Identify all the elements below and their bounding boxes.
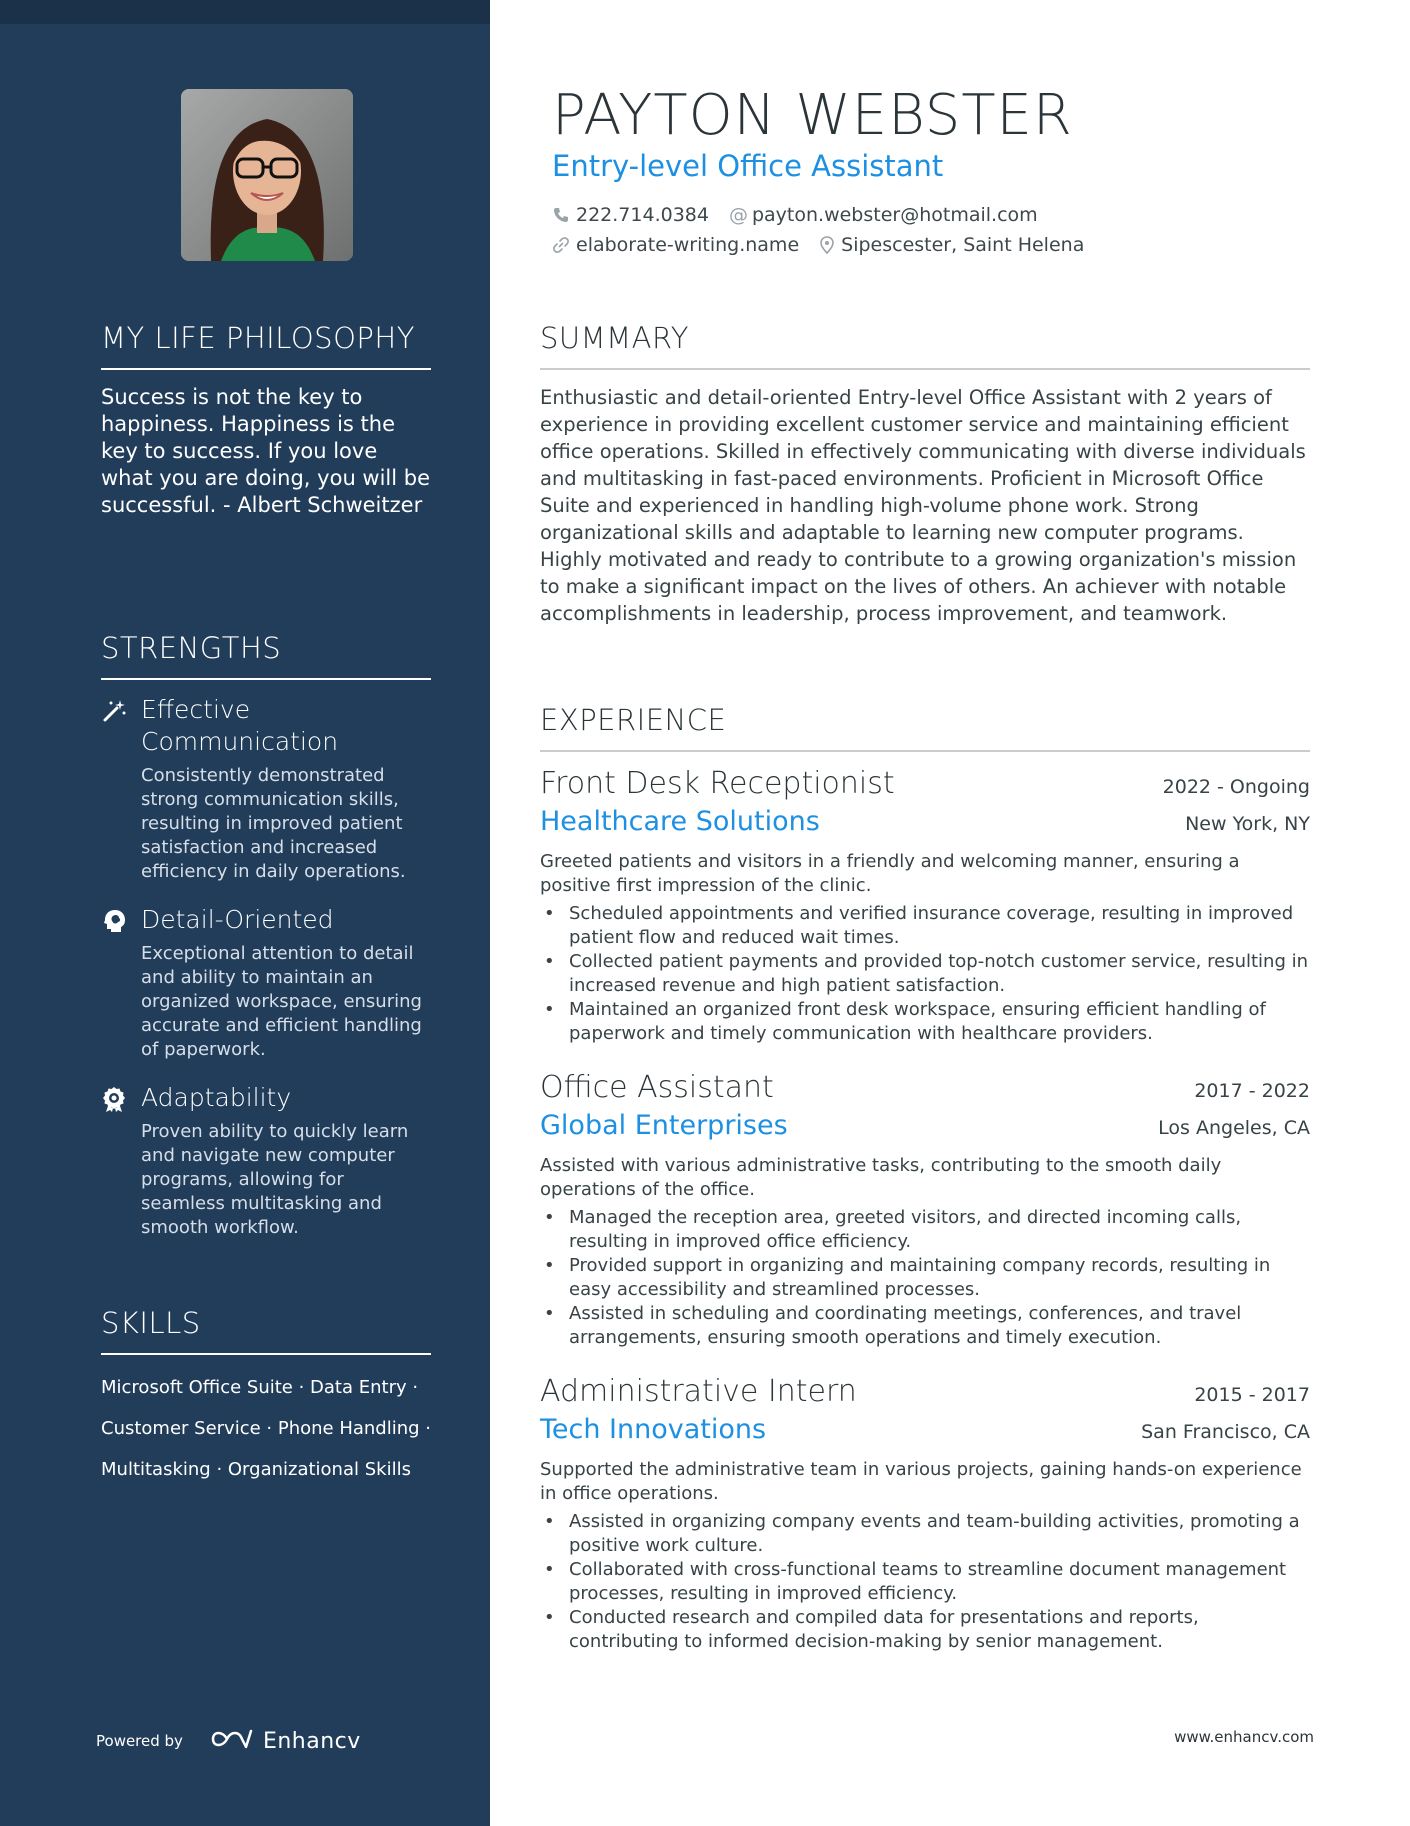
job-head [540,764,1310,804]
location-pin-icon [819,236,835,254]
skills-line: Multitasking · Organizational Skills [101,1459,411,1480]
job-location: San Francisco, CA [1141,1421,1310,1443]
at-icon: @ [728,204,748,226]
philosophy-heading: MY LIFE PHILOSOPHY [101,320,431,370]
job-head [540,1372,1310,1412]
job-bullet: • Provided support in organizing and maintaining company records, resulting in easy accessibility and streamlined processes. [540,1254,1310,1302]
strength-title: Detail-Oriented [141,905,334,934]
job-bullet: • Collaborated with cross-functional teams to streamline document management processes, resulting in improved efficiency. [540,1558,1310,1606]
job-dates: 2015 - 2017 [1194,1384,1310,1406]
job-title: Administrative Intern [540,1374,857,1409]
contact-location [819,234,1084,256]
strengths-section [101,630,431,1240]
sidebar-top-bar [0,0,490,24]
strength-item [101,904,431,1062]
job-location: Los Angeles, CA [1158,1117,1310,1139]
website-url[interactable]: elaborate-writing.name [576,234,800,256]
strength-description: Exceptional attention to detail and ability to maintain an organized workspace, ensuring accurate and efficient handling of paperwork. [141,943,422,1060]
job-description: Greeted patients and visitors in a friendly and welcoming manner, ensuring a positive first impression of the clinic. [540,851,1240,896]
footer-website-link[interactable]: www.enhancv.com [1174,1728,1314,1746]
contact-website[interactable] [552,234,799,256]
powered-by [96,1726,361,1756]
brain-head-icon [101,908,127,934]
job-bullet: • Assisted in organizing company events and team-building activities, promoting a positive work culture. [540,1510,1310,1558]
job-title: Front Desk Receptionist [540,766,895,801]
job-description: Assisted with various administrative tasks, contributing to the smooth daily operations of the office. [540,1155,1222,1200]
contact-phone [552,204,709,226]
summary-text: Enthusiastic and detail-oriented Entry-level Office Assistant with 2 years of experience in providing excellent customer service and maintaining efficient office operations. Skilled in effectively communicating with diverse individuals and multitasking in fast-paced environments. Proficient in Microsoft Office Suite and experienced in handling high-volume phone work. Strong organizational skills and adaptable to learning new computer programs. Highly motivated and ready to contribute to a growing organization's mission to make a significant impact on the lives of others. An achiever with notable accomplishments in leadership, process improvement, and teamwork. [540,386,1306,625]
job-entry [540,764,1310,1046]
skills-heading: SKILLS [101,1305,431,1355]
phone-icon [552,206,570,224]
job-bullets [540,1510,1310,1654]
candidate-title: Entry-level Office Assistant [552,149,944,183]
philosophy-quote: Success is not the key to happiness. Happiness is the key to success. If you love what you are doing, you will be successful. - Albert Schweitzer [101,385,431,517]
job-bullet: • Collected patient payments and provided top-notch customer service, resulting in increased revenue and high patient satisfaction. [540,950,1310,998]
experience-section [540,702,1310,1654]
strengths-heading: STRENGTHS [101,630,431,680]
job-bullet: • Maintained an organized front desk workspace, ensuring efficient handling of paperwork and timely communication with healthcare providers. [540,998,1310,1046]
summary-section [540,320,1310,627]
job-bullets [540,902,1310,1046]
strength-description: Consistently demonstrated strong communication skills, resulting in improved patient satisfaction and increased efficiency in daily operations. [141,765,406,882]
job-head [540,1412,1310,1448]
link-icon [552,236,570,254]
job-dates: 2017 - 2022 [1194,1080,1310,1102]
job-company: Healthcare Solutions [540,806,820,837]
job-dates: 2022 - Ongoing [1162,776,1310,798]
strength-title: Effective Communication [141,695,339,756]
experience-heading: EXPERIENCE [540,702,1310,752]
award-ribbon-icon [101,1086,127,1112]
enhancv-logo-icon [209,1726,255,1756]
skills-line: Microsoft Office Suite · Data Entry · [101,1377,419,1398]
job-entry [540,1372,1310,1654]
job-company: Tech Innovations [540,1414,767,1445]
strength-item [101,694,431,884]
magic-wand-icon [101,698,127,724]
job-location: New York, NY [1185,813,1310,835]
phone-number: 222.714.0384 [576,204,709,226]
skills-line: Customer Service · Phone Handling · [101,1418,432,1439]
job-bullets [540,1206,1310,1350]
profile-photo [181,89,353,261]
contact-email[interactable] [729,204,1038,226]
email-address[interactable]: payton.webster@hotmail.com [751,204,1038,226]
job-head [540,1068,1310,1108]
job-company: Global Enterprises [540,1110,788,1141]
candidate-name: PAYTON WEBSTER [552,83,1073,148]
job-description: Supported the administrative team in various projects, gaining hands-on experience in office operations. [540,1459,1302,1504]
sidebar [0,0,490,1826]
philosophy-section [101,320,431,519]
job-bullet: • Managed the reception area, greeted visitors, and directed incoming calls, resulting in improved office efficiency. [540,1206,1310,1254]
job-title: Office Assistant [540,1070,774,1105]
location-text: Sipescester, Saint Helena [841,234,1085,256]
strength-item [101,1082,431,1240]
skills-list [101,1367,431,1490]
skills-section [101,1305,431,1490]
strength-description: Proven ability to quickly learn and navigate new computer programs, allowing for seamless multitasking and smooth workflow. [141,1121,409,1238]
contact-info [552,200,1104,260]
powered-by-label: Powered by [96,1732,183,1750]
strength-title: Adaptability [141,1083,292,1112]
contact-row [552,200,1104,230]
job-head [540,1108,1310,1144]
job-entry [540,1068,1310,1350]
job-bullet: • Scheduled appointments and verified insurance coverage, resulting in improved patient flow and reduced wait times. [540,902,1310,950]
job-bullet: • Assisted in scheduling and coordinating meetings, conferences, and travel arrangements, ensuring smooth operations and timely execution. [540,1302,1310,1350]
contact-row [552,230,1104,260]
summary-heading: SUMMARY [540,320,1310,370]
brand-name: Enhancv [262,1728,361,1754]
job-head [540,804,1310,840]
job-bullet: • Conducted research and compiled data for presentations and reports, contributing to informed decision-making by senior management. [540,1606,1310,1654]
